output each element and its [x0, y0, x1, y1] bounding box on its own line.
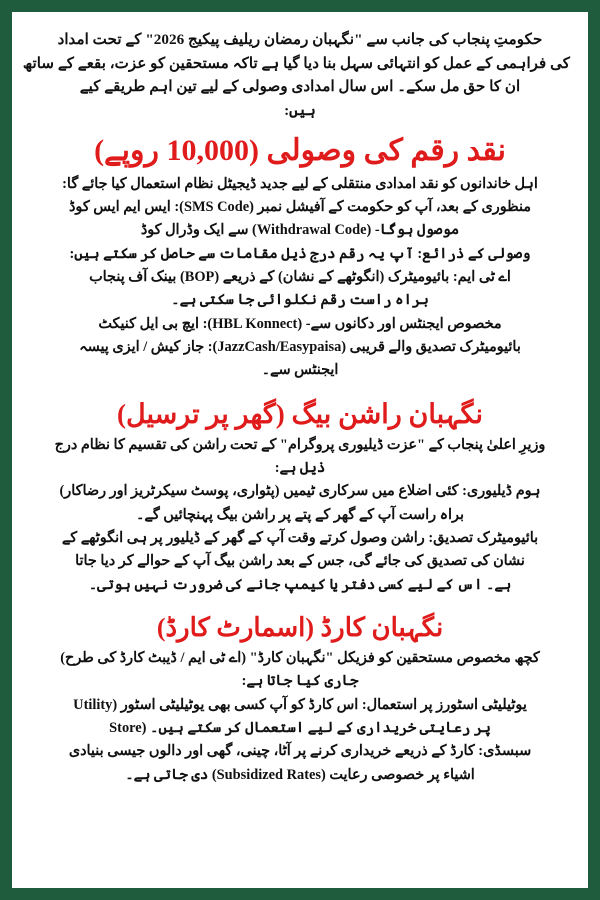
body-line: اشیاء پر خصوصی رعایت (Subsidized Rates) دی جاتی ہے۔ — [125, 766, 475, 783]
body-line: براہ راست رقم نکلوائی جا سکتی ہے۔ — [171, 292, 429, 309]
section-heading: نقد رقم کی وصولی (10,000 روپے) — [94, 134, 506, 168]
section-nighaban-card — [30, 613, 570, 787]
body-line: ذیل ہے: — [274, 460, 326, 477]
body-line: یوٹیلیٹی اسٹورز پر استعمال: اس کارڈ کو آپ کسی بھی یوٹیلیٹی اسٹور (Utility — [73, 696, 527, 713]
body-line: وزیرِ اعلیٰ پنجاب کے "عزت ڈیلیوری پروگرام" کے تحت راشن کی تقسیم کا نظام درج — [54, 436, 546, 453]
body-line: بائیومیٹرک تصدیق والے قریبی (JazzCash/Easypaisa): جاز کیش / ایزی پیسہ — [79, 339, 521, 356]
intro-line: ہیں: — [284, 101, 316, 119]
body-line: بائیومیٹرک تصدیق: راشن وصول کرتے وقت آپ کے گھر کے ڈیلیور پر ہی انگوٹھے کے — [61, 530, 539, 547]
body-line: اے ٹی ایم: بائیومیٹرک (انگوٹھے کے نشان) کے ذریعے (BOP) بینک آف پنجاب — [89, 269, 511, 286]
body-line: براہ راست آپ کے گھر کے پتے پر راشن بیگ پہنچائیں گے۔ — [135, 506, 464, 523]
body-line: موصول ہوگا- (Withdrawal Code) سے ایک وڈرال کوڈ — [140, 222, 460, 239]
body-line: ہے۔ اس کے لیے کسی دفتر یا کیمپ جانے کی ضرورت نہیں ہوتی۔ — [88, 576, 512, 593]
section-body — [30, 173, 570, 383]
body-line: مخصوص ایجنٹس اور دکانوں سے- (HBL Konnect): ایچ بی ایل کنیکٹ — [98, 315, 502, 332]
intro-line: کی فراہمی کے عمل کو انتہائی سہل بنا دیا گیا ہے تاکہ مستحقین کو عزت، بقعے کے ساتھ — [22, 54, 570, 72]
body-line: نشان کی تصدیق کی جائے گی، جس کے بعد راشن بیگ آپ کے حوالے کر دیا جاتا — [75, 553, 525, 570]
body-line: جاری کیا جاتا ہے: — [241, 673, 359, 690]
poster-page — [12, 12, 588, 888]
section-ration-bag — [30, 399, 570, 597]
body-line: سبسڈی: کارڈ کے ذریعے خریداری کرنے پر آٹا، چینی، گھی اور دالوں جیسی بنیادی — [68, 743, 532, 760]
section-heading: نگہبان راشن بیگ (گھر پر ترسیل) — [117, 398, 483, 429]
body-line: ایجنٹس سے۔ — [261, 362, 339, 379]
intro-line: ان کا حق مل سکے۔ اس سال امدادی وصولی کے لیے تین اہم طریقے کیے — [79, 78, 521, 96]
section-body — [30, 647, 570, 787]
intro-paragraph — [22, 28, 570, 122]
body-line: اہل خاندانوں کو نقد امدادی منتقلی کے لیے جدید ڈیجیٹل نظام استعمال کیا جائے گا: — [62, 175, 538, 192]
body-line: منظوری کے بعد، آپ کو حکومت کے آفیشل نمبر (SMS Code): ایس ایم ایس کوڈ — [68, 199, 532, 216]
body-line: ہوم ڈیلیوری: کئی اضلاع میں سرکاری ٹیمیں (پٹواری، پوسٹ سیکرٹریز اور رضاکار) — [59, 483, 541, 500]
section-cash-relief — [30, 134, 570, 382]
body-line: پر رعایتی خریداری کے لیے استعمال کر سکتے ہیں۔ (Store — [109, 719, 491, 736]
section-heading: نگہبان کارڈ (اسمارٹ کارڈ) — [156, 613, 444, 643]
intro-line: حکومتِ پنجاب کی جانب سے "نگہبان رمضان ریلیف پیکیج 2026" کے تحت امداد — [57, 31, 543, 48]
section-body — [30, 434, 570, 597]
body-line: کچھ مخصوص مستحقین کو فزیکل "نگہبان کارڈ" (اے ٹی ایم / ڈیبٹ کارڈ کی طرح) — [60, 649, 540, 666]
body-line: وصولی کے ذرائع: آپ یہ رقم درج ذیل مقامات سے حاصل کر سکتے ہیں: — [69, 245, 531, 262]
